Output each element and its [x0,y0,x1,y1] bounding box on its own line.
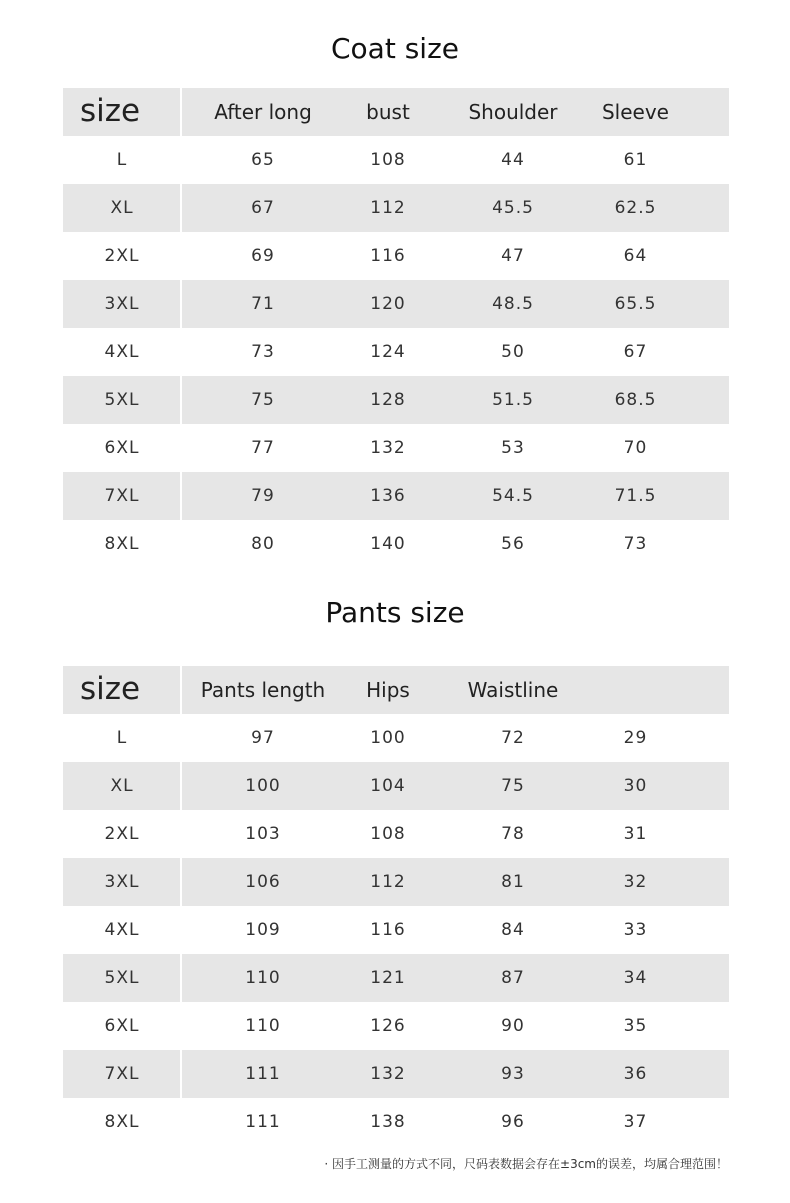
pants-size-title: Pants size [325,596,465,629]
header-cell: Hips [366,678,410,702]
measurement-cell: 75 [251,390,275,410]
measurement-cell: 87 [501,968,525,988]
measurement-cell: 108 [370,150,406,170]
column-divider [180,666,182,714]
size-label-cell: 7XL [104,486,140,506]
table-row [63,136,729,184]
table-row [63,328,729,376]
header-cell: Pants length [200,678,326,702]
table-row [63,954,729,1002]
table-header-row [63,666,729,714]
measurement-cell: 136 [370,486,406,506]
measurement-cell: 140 [370,534,406,554]
coat-size-title: Coat size [330,32,459,65]
size-label-cell: 6XL [104,438,140,458]
measurement-cell: 54.5 [492,486,534,506]
measurement-cell: 126 [370,1016,406,1036]
measurement-footnote: · 因手工测量的方式不同，尺码表数据会存在±3cm的误差，均属合理范围！ [324,1157,728,1171]
measurement-cell: 64 [623,246,648,266]
measurement-cell: 108 [370,824,406,844]
measurement-cell: 37 [623,1112,648,1132]
measurement-cell: 116 [370,246,406,266]
measurement-cell: 36 [623,1064,648,1084]
size-label-cell: 5XL [104,390,140,410]
measurement-cell: 51.5 [492,390,534,410]
table-row [63,520,729,568]
measurement-cell: 62.5 [614,198,657,218]
size-label-cell: 2XL [104,246,140,266]
measurement-cell: 68.5 [614,390,657,410]
measurement-cell: 33 [623,920,648,940]
measurement-cell: 29 [623,728,648,748]
table-row [63,376,729,424]
measurement-cell: 77 [251,438,275,458]
measurement-cell: 47 [501,246,525,266]
table-row [63,858,729,906]
measurement-cell: 121 [370,968,406,988]
measurement-cell: 65 [251,150,275,170]
size-label-cell: 8XL [104,534,140,554]
size-label-cell: 4XL [104,920,140,940]
measurement-cell: 100 [245,776,281,796]
column-divider [180,88,182,136]
table-row [63,184,729,232]
header-cell: Waistline [467,678,559,702]
size-label-cell: 3XL [104,294,140,314]
size-label-cell: 7XL [104,1064,140,1084]
header-cell: Sleeve [601,100,669,124]
measurement-cell: 128 [370,390,406,410]
pants-size-table [63,666,729,1146]
table-row [63,810,729,858]
measurement-cell: 116 [370,920,406,940]
measurement-cell: 84 [501,920,525,940]
measurement-cell: 35 [623,1016,648,1036]
measurement-cell: 90 [501,1016,525,1036]
measurement-cell: 124 [370,342,406,362]
measurement-cell: 34 [623,968,648,988]
table-row [63,1002,729,1050]
header-cell: size [79,671,141,707]
measurement-cell: 112 [370,198,406,218]
measurement-cell: 48.5 [492,294,534,314]
measurement-cell: 50 [501,342,525,362]
measurement-cell: 65.5 [614,294,657,314]
header-cell: After long [214,100,312,124]
measurement-cell: 112 [370,872,406,892]
table-row [63,906,729,954]
measurement-cell: 138 [370,1112,406,1132]
measurement-cell: 72 [501,728,525,748]
size-label-cell: XL [110,776,134,796]
table-row [63,1098,729,1146]
measurement-cell: 132 [370,438,406,458]
header-cell: bust [366,100,410,124]
measurement-cell: 44 [501,150,525,170]
measurement-cell: 109 [245,920,281,940]
measurement-cell: 31 [623,824,648,844]
table-row [63,232,729,280]
header-cell: size [79,93,141,129]
measurement-cell: 96 [501,1112,525,1132]
coat-size-table [63,88,729,568]
measurement-cell: 81 [501,872,525,892]
measurement-cell: 30 [623,776,648,796]
table-row [63,280,729,328]
table-row [63,424,729,472]
header-cell [573,666,698,714]
size-label-cell: 6XL [104,1016,140,1036]
table-row [63,472,729,520]
measurement-cell: 100 [370,728,406,748]
measurement-cell: 73 [251,342,275,362]
measurement-cell: 132 [370,1064,406,1084]
measurement-cell: 32 [623,872,648,892]
measurement-cell: 56 [501,534,525,554]
measurement-cell: 67 [251,198,275,218]
measurement-cell: 73 [623,534,648,554]
measurement-cell: 110 [245,1016,281,1036]
measurement-cell: 61 [623,150,648,170]
measurement-cell: 97 [251,728,275,748]
measurement-cell: 106 [245,872,281,892]
measurement-cell: 75 [501,776,525,796]
measurement-cell: 71.5 [614,486,657,506]
table-header-row [63,88,729,136]
measurement-cell: 67 [623,342,648,362]
measurement-cell: 78 [501,824,525,844]
size-label-cell: 4XL [104,342,140,362]
measurement-cell: 120 [370,294,406,314]
measurement-cell: 69 [251,246,275,266]
measurement-cell: 71 [251,294,275,314]
size-label-cell: 8XL [104,1112,140,1132]
size-label-cell: 3XL [104,872,140,892]
measurement-cell: 80 [251,534,275,554]
size-label-cell: L [116,728,128,748]
measurement-cell: 111 [245,1064,281,1084]
measurement-cell: 79 [251,486,275,506]
measurement-cell: 53 [501,438,525,458]
size-label-cell: 5XL [104,968,140,988]
measurement-cell: 93 [501,1064,525,1084]
table-row [63,762,729,810]
measurement-cell: 45.5 [492,198,534,218]
size-label-cell: 2XL [104,824,140,844]
size-label-cell: L [116,150,128,170]
measurement-cell: 70 [623,438,648,458]
size-label-cell: XL [110,198,134,218]
measurement-cell: 104 [370,776,406,796]
measurement-cell: 110 [245,968,281,988]
header-cell: Shoulder [468,100,558,124]
table-row [63,1050,729,1098]
table-row [63,714,729,762]
measurement-cell: 103 [245,824,281,844]
measurement-cell: 111 [245,1112,281,1132]
